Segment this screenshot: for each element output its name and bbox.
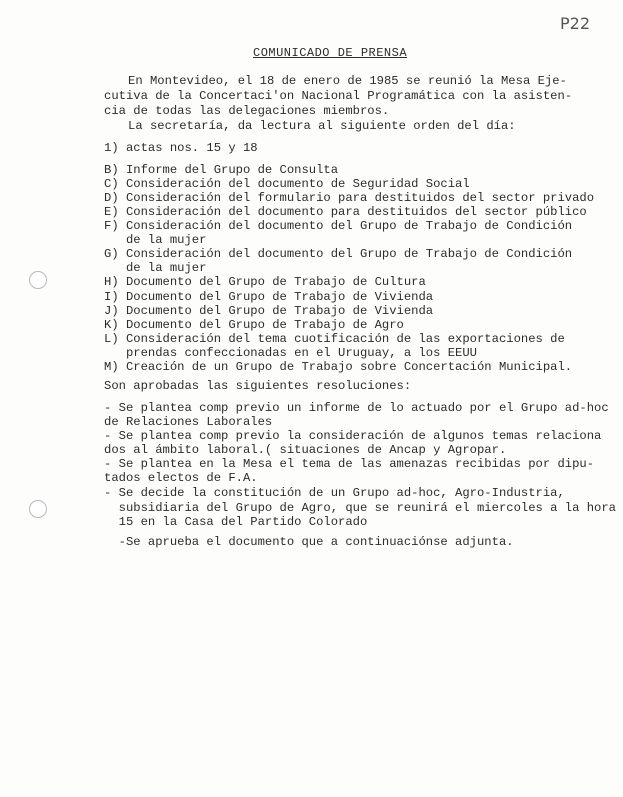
resolution-line: -Se aprueba el documento que a continuaciónse adjunta.	[104, 535, 514, 549]
agenda-item: de la mujer	[104, 261, 207, 275]
agenda-item: de la mujer	[104, 233, 207, 247]
punch-hole-top	[29, 271, 47, 289]
agenda-item: J) Documento del Grupo de Trabajo de Vivienda	[104, 304, 434, 318]
resolution-line: - Se plantea comp previo un informe de lo actuado por el Grupo ad-hoc	[104, 401, 609, 415]
intro-line: cia de todas las delegaciones miembros.	[104, 104, 390, 118]
agenda-item: H) Documento del Grupo de Trabajo de Cultura	[104, 275, 426, 289]
resolution-line: dos al ámbito laboral.( situaciones de Ancap y Agropar.	[104, 443, 507, 457]
resolution-line: subsidiaria del Grupo de Agro, que se reunirá el miercoles a la hora	[104, 501, 616, 515]
agenda-item: I) Documento del Grupo de Trabajo de Vivienda	[104, 290, 434, 304]
resolution-line: de Relaciones Laborales	[104, 415, 273, 429]
resolution-line: - Se plantea comp previo la consideración de algunos temas relaciona	[104, 429, 602, 443]
agenda-item: G) Consideración del documento del Grupo de Trabajo de Condición	[104, 247, 573, 261]
agenda-item: K) Documento del Grupo de Trabajo de Agro	[104, 318, 404, 332]
punch-hole-bottom	[29, 500, 47, 518]
resolution-line: 15 en la Casa del Partido Colorado	[104, 515, 368, 529]
agenda-item: C) Consideración del documento de Seguridad Social	[104, 177, 470, 191]
document-title: COMUNICADO DE PRENSA	[253, 46, 408, 60]
resolution-line: - Se decide la constitución de un Grupo ad-hoc, Agro-Industria,	[104, 486, 565, 500]
agenda-item: D) Consideración del formulario para destituidos del sector privado	[104, 191, 595, 205]
intro-line: La secretaría, da lectura al siguiente orden del día:	[128, 119, 516, 133]
agenda-item: prendas confeccionadas en el Uruguay, a los EEUU	[104, 346, 477, 360]
agenda-item: B) Informe del Grupo de Consulta	[104, 163, 339, 177]
resolution-line: tados electos de F.A.	[104, 471, 258, 485]
resolution-line: - Se plantea en la Mesa el tema de las amenazas recibidas por dipu-	[104, 457, 595, 471]
agenda-item: F) Consideración del documento del Grupo de Trabajo de Condición	[104, 219, 573, 233]
resolutions-heading: Son aprobadas las siguientes resoluciones:	[104, 379, 412, 393]
agenda-item: 1) actas nos. 15 y 18	[104, 141, 258, 155]
intro-line: En Montevideo, el 18 de enero de 1985 se reunió la Mesa Eje-	[128, 74, 567, 88]
agenda-item: L) Consideración del tema cuotificación de las exportaciones de	[104, 332, 565, 346]
agenda-item: E) Consideración del documento para destituidos del sector público	[104, 205, 587, 219]
page-number: P22	[560, 14, 591, 33]
agenda-item: M) Creación de un Grupo de Trabajo sobre Concertación Municipal.	[104, 360, 573, 374]
intro-line: cutiva de la Concertaci'on Nacional Programática con la asisten-	[104, 89, 573, 103]
